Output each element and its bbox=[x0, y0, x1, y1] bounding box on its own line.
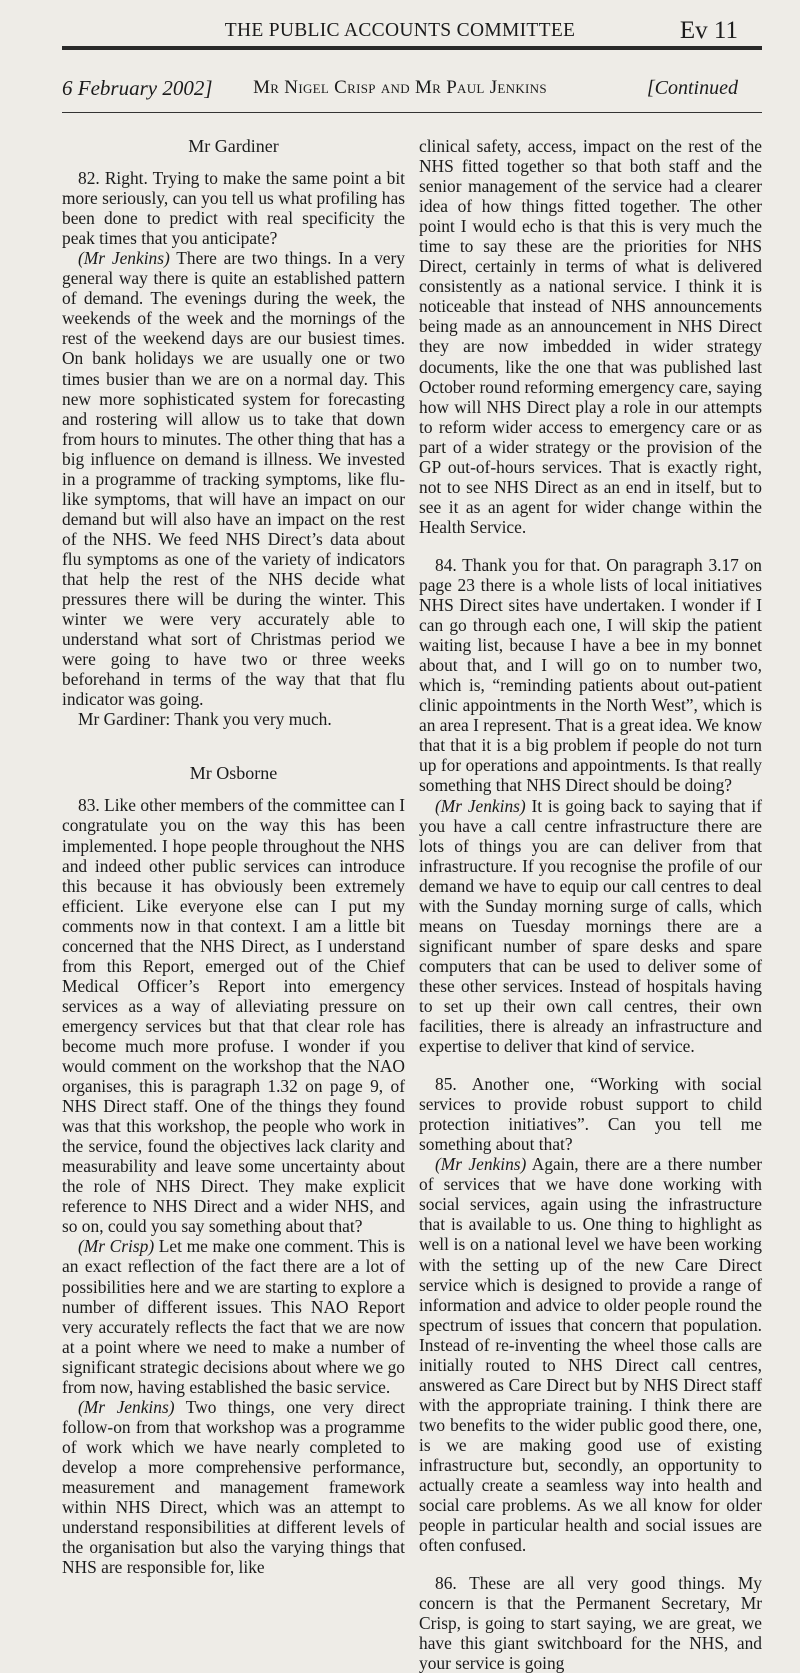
witnesses-line: Mr Nigel Crisp and Mr Paul Jenkins bbox=[253, 77, 547, 98]
closing-remark: Mr Gardiner: Thank you very much. bbox=[78, 709, 332, 730]
question-85: 85. Another one, “Working with social services to provide robust support to child protection initiatives”. Can you tell me something about that? bbox=[419, 1074, 762, 1155]
answer-continuation: clinical safety, access, impact on the rest of the NHS fitted together so that both staff and the senior management of the service had a clearer idea of how things fitted together. The other point I would echo is that this is very much the time to say these are the priorities for NHS Direct, certainly in terms of what is delivered consistently as a national service. I think it is noticeable that instead of NHS announcements being made as an announcement in NHS Direct they are now imbedded in wider strategy documents, like the one that was published last October round reforming emergency care, saying how will NHS Direct play a role in our attempts to reform wider access to emergency care or as part of a wider strategy or the provision of the GP out-of-hours services. That is exactly right, not to see NHS Direct as an end in itself, but to see it as an agent for wider change within the Health Service. bbox=[419, 136, 762, 537]
witness-name: (Mr Crisp) bbox=[78, 1236, 155, 1257]
witness-name: (Mr Jenkins) bbox=[435, 1154, 527, 1175]
witness-name: (Mr Jenkins) bbox=[78, 248, 170, 269]
header-rule-thin bbox=[62, 112, 762, 113]
answer-paragraph bbox=[419, 796, 762, 1057]
question-82: 82. Right. Trying to make the same point a bit more seriously, can you tell us what profiling has been done to predict with real specificity the peak times that you anticipate? bbox=[62, 168, 405, 249]
page-header bbox=[0, 0, 800, 124]
right-column bbox=[419, 136, 762, 1673]
committee-title: THE PUBLIC ACCOUNTS COMMITTEE bbox=[224, 20, 576, 41]
answer-text: There are two things. In a very general way there is quite an established pattern of demand. The evenings during the week, the weekends of the week and the mornings of the rest of the weekend days are our busiest times. On bank holidays we are usually one or two times busier than we are on a normal day. This new more sophisticated system for forecasting and rostering will allow us to take that down from hours to minutes. The other thing that has a big influence on demand is illness. We invested in a programme of tracking symptoms, like flu-like symptoms, that will have an impact on our demand but will also have an impact on the rest of the NHS. We feed NHS Direct’s data about flu symptoms as one of the variety of indicators that help the rest of the NHS decide what pressures there will be during the winter. This winter we were very accurately able to understand what sort of Christmas period we were going to have two or three weeks beforehand in terms of the way that that flu indicator was going. bbox=[62, 248, 405, 710]
question-84: 84. Thank you for that. On paragraph 3.17 on page 23 there is a whole lists of local initiatives NHS Direct sites have undertaken. I wonder if I can go through each one, I will skip the patient waiting list, because I have a bee in my bonnet about that, and I will go on to number two, which is, “reminding patients about out-patient clinic appointments in the North West”, which is an area I represent. That is a great idea. We know that that it is a big problem if people do not turn up for operations and appointments. Is that really something that NHS Direct should be doing? bbox=[419, 554, 762, 796]
answer-paragraph bbox=[62, 1236, 405, 1396]
continued-label: [Continued bbox=[646, 77, 738, 99]
answer-text: It is going back to saying that if you have a call centre infrastructure there are lots of things you are can deliver from that infrastructure. If you recognise the profile of our demand we have to equip our call centres to deal with the Sunday morning surge of calls, which means on Tuesday mornings there are a significant number of spare desks and spare computers that can be used to deliver some of these other services. Instead of hospitals having to set up their own call centres, their own facilities, there is already an infrastructure and expertise to deliver that kind of service. bbox=[419, 795, 762, 1057]
answer-text: Let me make one comment. This is an exact reflection of the fact there are a lot of possibilities here and we are starting to explore a number of different issues. This NAO Report very accurately reflects the fact that we are now at a point where we need to make a number of significant strategic decisions about where we go from now, having established the basic service. bbox=[62, 1236, 405, 1397]
question-83: 83. Like other members of the committee can I congratulate you on the way this has been implemented. I hope people throughout the NHS and indeed other public services can introduce this because it has obviously been extremely efficient. Like everyone else can I put my comments now in that context. I am a little bit concerned that the NHS Direct, as I understand from this Report, emerged out of the Chief Medical Officer’s Report into emergency services as a way of alleviating pressure on emergency services but that that clear role has become much more profuse. I wonder if you would comment on the workshop that the NAO organises, this is paragraph 1.32 on page 9, of NHS Direct staff. One of the things they found was that this workshop, the people who work in the service, found the objectives lack clarity and measurability and leave some uncertainty about the role of NHS Direct. They make explicit reference to NHS Direct and a wider NHS, and so on, could you say something about that? bbox=[62, 795, 405, 1237]
answer-text: Again, there are a there number of services that we have done working with social services, again using the infrastructure that is available to us. One thing to highlight as well is on a national level we have been working with the setting up of the new Care Direct service which is designed to provide a range of information and advice to older people round the spectrum of issues that concern that population. Instead of re-inventing the wheel those calls are initially routed to NHS Direct call centres, answered as Care Direct but by NHS Direct staff with the appropriate training. I think there are two benefits to the wider public good there, one, is we are making good use of existing infrastructure but, secondly, an opportunity to actually create a seamless way into health and social care problems. As we all know for older people in particular health and social issues are often confused. bbox=[419, 1154, 762, 1556]
answer-paragraph bbox=[62, 248, 405, 709]
answer-text: Two things, one very direct follow-on from that workshop was a programme of work which we have nearly completed to develop a more comprehensive performance, measurement and management framework within NHS Direct, which was an attempt to understand responsibilities at different levels of the organisation but also the varying things that NHS are responsible for, like bbox=[62, 1396, 405, 1578]
witness-name: (Mr Jenkins) bbox=[435, 795, 526, 816]
header-rule-thick bbox=[62, 46, 762, 50]
session-date: 6 February 2002] bbox=[62, 76, 213, 100]
speaker-heading: Mr Osborne bbox=[189, 763, 278, 784]
evidence-page-number: Ev 11 bbox=[679, 17, 738, 44]
left-column bbox=[62, 136, 405, 1577]
witness-name: (Mr Jenkins) bbox=[78, 1396, 175, 1417]
speaker-heading: Mr Gardiner bbox=[188, 136, 279, 156]
question-86: 86. These are all very good things. My concern is that the Permanent Secretary, Mr Crisp, is going to start saying, we are great, we have this giant switchboard for the NHS, and your service is going bbox=[419, 1573, 762, 1673]
answer-paragraph bbox=[62, 1397, 405, 1577]
answer-paragraph bbox=[419, 1154, 762, 1555]
